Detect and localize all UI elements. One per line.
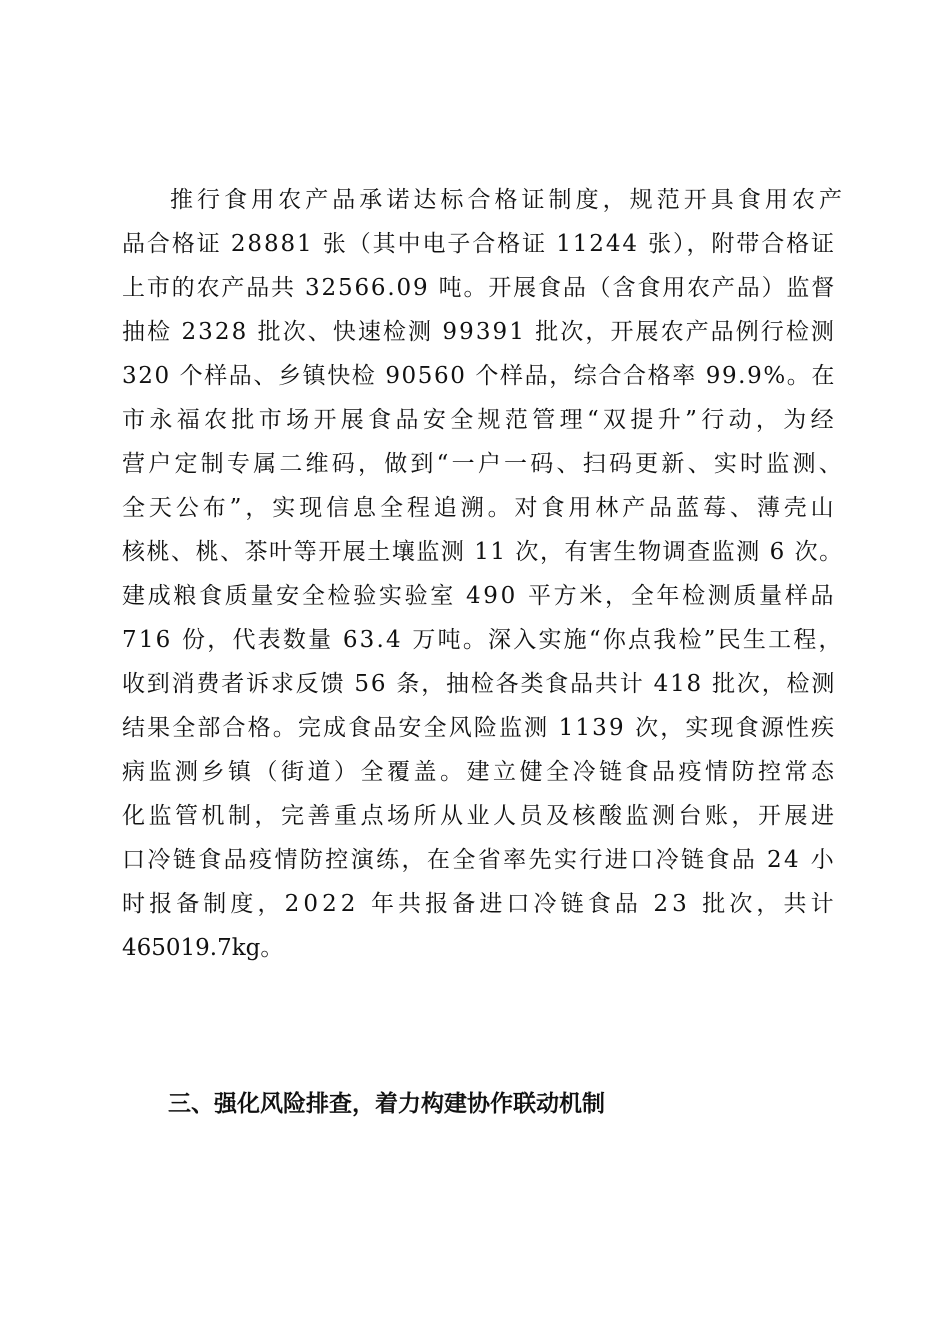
paragraph-line: 上市的农产品共 32566.09 吨。开展食品（含食用农产品）监督 [122, 275, 837, 301]
paragraph-line: 全天公布”，实现信息全程追溯。对食用林产品蓝莓、薄壳山 [122, 495, 838, 521]
paragraph-line: 时报备制度，2022 年共报备进口冷链食品 23 批次，共计 [122, 891, 838, 917]
section-heading: 三、强化风险排查，着力构建协作联动机制 [168, 1091, 605, 1117]
paragraph-line: 口冷链食品疫情防控演练，在全省率先实行进口冷链食品 24 小 [122, 847, 837, 873]
paragraph-line: 化监管机制，完善重点场所从业人员及核酸监测台账，开展进 [122, 803, 838, 829]
paragraph-line: 推行食用农产品承诺达标合格证制度，规范开具食用农产 [170, 187, 846, 213]
paragraph-line: 收到消费者诉求反馈 56 条，抽检各类食品共计 418 批次，检测 [122, 671, 837, 697]
paragraph-line: 品合格证 28881 张（其中电子合格证 11244 张），附带合格证 [122, 231, 836, 257]
paragraph-line: 核桃、桃、茶叶等开展土壤监测 11 次，有害生物调查监测 6 次。 [122, 539, 844, 565]
paragraph-line: 320 个样品、乡镇快检 90560 个样品，综合合格率 99.9%。在 [122, 363, 836, 389]
paragraph-line: 市永福农批市场开展食品安全规范管理“双提升”行动，为经 [122, 407, 838, 433]
paragraph-line: 抽检 2328 批次、快速检测 99391 批次，开展农产品例行检测 [122, 319, 836, 345]
paragraph-line: 465019.7kg。 [122, 935, 284, 961]
paragraph-line: 结果全部合格。完成食品安全风险监测 1139 次，实现食源性疾 [122, 715, 837, 741]
paragraph-line: 营户定制专属二维码，做到“一户一码、扫码更新、实时监测、 [122, 451, 845, 477]
paragraph-line: 716 份，代表数量 63.4 万吨。深入实施“你点我检”民生工程， [122, 627, 844, 653]
paragraph-line: 建成粮食质量安全检验实验室 490 平方米，全年检测质量样品 [122, 583, 837, 609]
paragraph-line: 病监测乡镇（街道）全覆盖。建立健全冷链食品疫情防控常态 [122, 759, 838, 785]
